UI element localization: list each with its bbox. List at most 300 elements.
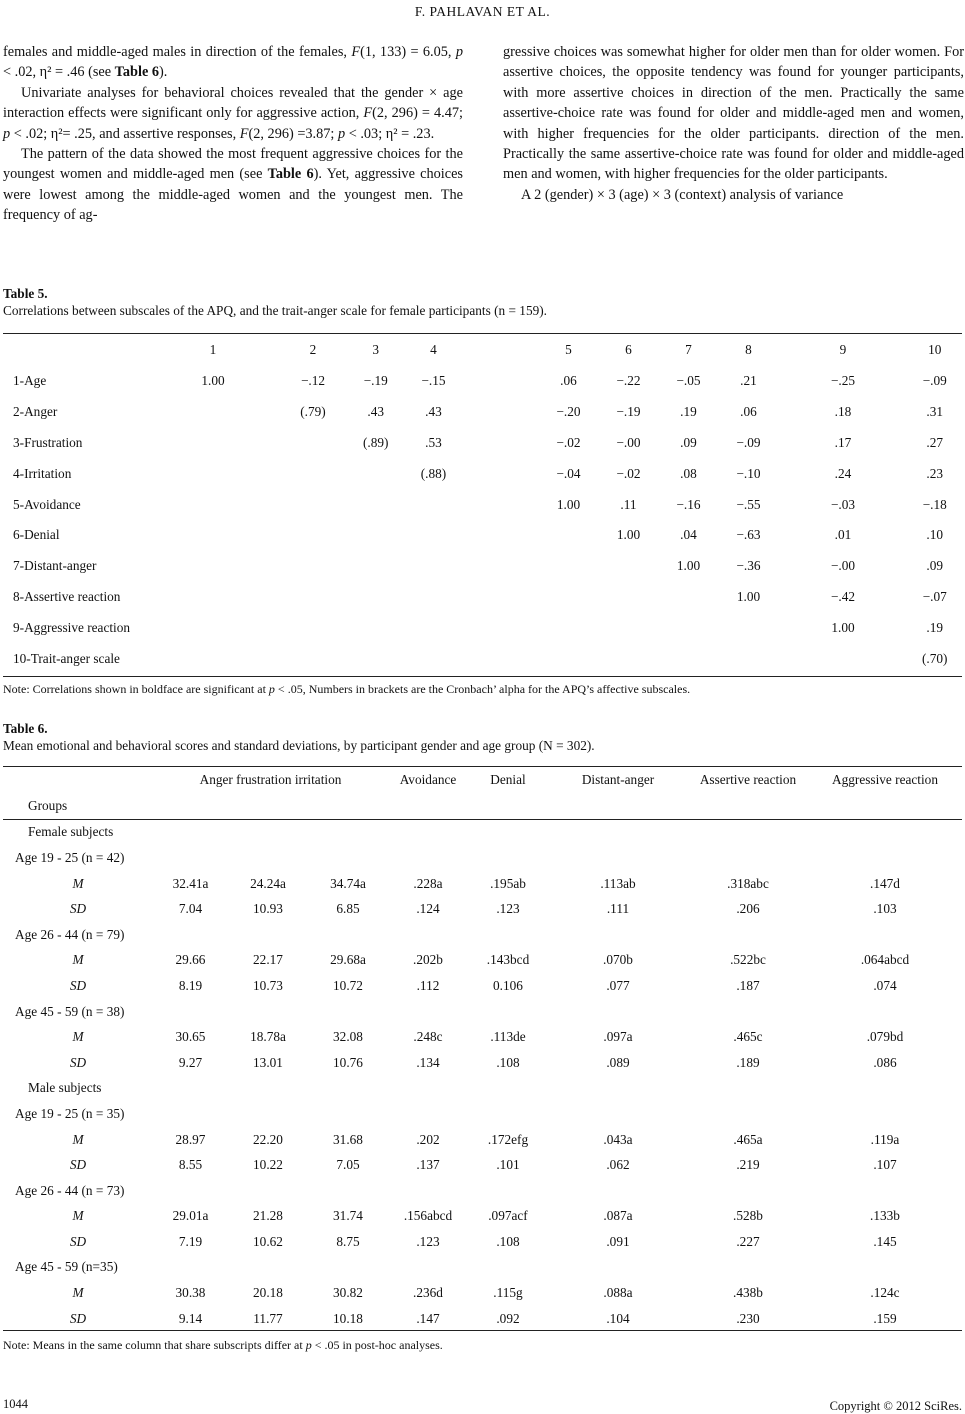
table-5-column-header: 5	[565, 342, 572, 357]
table-6-stat-label: M	[72, 1029, 84, 1045]
table-6-value-cell: .202b	[413, 952, 443, 968]
table-5-value-cell	[538, 612, 598, 643]
table-5-bottom-rule	[3, 676, 962, 677]
table-6-m-row	[3, 1127, 962, 1153]
table-cell	[688, 1255, 808, 1281]
table-5-value-cell: −.12	[300, 373, 326, 389]
table-6-value-cell: .236d	[413, 1285, 443, 1301]
table-cell	[548, 1255, 688, 1281]
table-5-value-cell: −.00	[616, 434, 641, 450]
table-5-value-cell: .09	[926, 558, 944, 574]
table-6-value-cell: .097acf	[488, 1208, 528, 1224]
table-5-value-cell: .21	[740, 373, 757, 389]
table-6-value-cell: .112	[416, 977, 440, 993]
table-6-sd-row	[3, 1229, 962, 1255]
table-6-column-header: Denial	[490, 772, 526, 787]
table-6-stat-label: SD	[69, 901, 87, 917]
table-6-section-label: Male subjects	[28, 1080, 102, 1096]
table-6-value-cell: .086	[873, 1054, 897, 1070]
table-5-value-cell: .43	[425, 404, 442, 420]
table-cell	[153, 1178, 228, 1204]
table-5-column-header: 3	[372, 342, 380, 357]
table-5-value-cell: .06	[740, 404, 757, 420]
table-5-value-cell	[263, 489, 363, 520]
table-6-section-label: Female subjects	[28, 824, 114, 840]
table-6-age-group-row	[3, 845, 962, 871]
table-5-value-cell: (.70)	[922, 650, 948, 666]
table-6-value-cell: .103	[873, 901, 897, 917]
table-5-value-cell: −.18	[922, 496, 947, 512]
table-6-value-cell: .206	[736, 901, 760, 917]
table-6-age-group-label: Age 26 - 44 (n = 79)	[15, 926, 125, 942]
table-cell	[228, 1101, 308, 1127]
table-6-value-cell: .113de	[490, 1029, 526, 1045]
table-6-value-cell: .124c	[870, 1285, 900, 1301]
table-6-value-cell: .092	[496, 1310, 520, 1326]
table-5-value-cell	[388, 551, 478, 582]
table-6-value-cell: 30.65	[175, 1029, 206, 1045]
table-6-value-cell: 21.28	[253, 1208, 283, 1224]
table-5-value-cell: −.15	[421, 373, 446, 389]
table-6-value-cell: .079bd	[866, 1029, 904, 1045]
paragraph: Univariate analyses for behavioral choices revealed that the gender × age interaction effects were significant only for aggressive action, F(2, 296) = 4.47; p < .02; η²= .25, and assertive responses, F(2, 296) =3.87; p < .03; η² = .23.	[3, 84, 463, 142]
table-6-value-cell: 20.18	[253, 1285, 283, 1301]
table-6-sd-row	[3, 896, 962, 922]
table-6-value-cell: .108	[496, 1233, 520, 1249]
table-6-value-cell: 30.82	[333, 1285, 363, 1301]
table-6-value-cell: .104	[606, 1310, 630, 1326]
table-5-value-cell: −.19	[616, 404, 641, 420]
table-6-stat-label: SD	[69, 1054, 87, 1070]
table-5-spacer	[478, 551, 538, 582]
table-6-value-cell: .107	[873, 1157, 897, 1173]
table-5-spacer	[478, 334, 538, 366]
table-6-value-cell: .108	[496, 1054, 520, 1070]
table-6-sd-row	[3, 1152, 962, 1178]
table-cell	[388, 1178, 468, 1204]
table-cell	[808, 999, 962, 1025]
table-6-stat-label: SD	[69, 1233, 87, 1249]
table-cell	[688, 845, 808, 871]
table-5-value-cell: .24	[834, 465, 852, 481]
table-5-value-cell	[163, 643, 263, 674]
paragraph: The pattern of the data showed the most frequent aggressive choices for the youngest women and middle-aged men (see Table 6). Yet, aggressive choices were lowest among the middle-aged women and the youngest men. The frequency of ag-	[3, 146, 463, 224]
table-cell	[228, 793, 308, 819]
table-6-column-header: Distant-anger	[581, 772, 655, 787]
table-6-value-cell: .088a	[603, 1285, 633, 1301]
table-6-value-cell: 31.68	[333, 1131, 363, 1147]
table-cell	[688, 793, 808, 819]
table-5-value-cell: .10	[926, 527, 944, 543]
table-cell	[688, 1101, 808, 1127]
table-5-spacer	[478, 612, 538, 643]
table-cell	[308, 1178, 388, 1204]
table-6-value-cell: 8.75	[336, 1233, 360, 1249]
table-5-value-cell	[163, 489, 263, 520]
table-6-value-cell: 31.74	[333, 1208, 363, 1224]
table-5-column-header: 8	[745, 342, 752, 357]
table-6-age-group-row	[3, 1255, 962, 1281]
table-cell	[153, 1101, 228, 1127]
table-cell	[388, 845, 468, 871]
table-5-spacer	[478, 643, 538, 674]
table-6-age-group-row	[3, 1101, 962, 1127]
table-5-value-cell: 1.00	[201, 373, 225, 389]
table-6-value-cell: .133b	[870, 1208, 900, 1224]
table-cell	[688, 1076, 808, 1102]
table-6-value-cell: .074	[873, 977, 897, 993]
table-5-row-label: 6-Denial	[13, 527, 60, 543]
table-cell	[308, 819, 388, 845]
table-6-stat-label: M	[72, 1131, 84, 1147]
table-cell	[548, 845, 688, 871]
paragraph: A 2 (gender) × 3 (age) × 3 (context) analysis of variance	[521, 186, 844, 203]
table-6-value-cell: 7.05	[336, 1157, 360, 1173]
table-6-value-cell: .465c	[733, 1029, 763, 1045]
table-5-value-cell: −.42	[830, 588, 856, 604]
table-5-column-header: 7	[685, 342, 692, 357]
table-cell	[688, 819, 808, 845]
table-5-row-label: 7-Distant-anger	[13, 558, 97, 574]
table-5-value-cell	[388, 520, 478, 551]
table-cell	[388, 922, 468, 948]
table-6-value-cell: 32.08	[333, 1029, 363, 1045]
table-cell	[468, 819, 548, 845]
table-5-value-cell	[598, 643, 658, 674]
table-5-value-cell	[538, 582, 598, 613]
table-6-value-cell: 11.77	[253, 1310, 283, 1326]
table-5-value-cell: .08	[680, 465, 697, 481]
table-6-title: Mean emotional and behavioral scores and standard deviations, by participant gender and age group (N = 302).	[3, 738, 595, 753]
table-5-value-cell	[363, 489, 388, 520]
table-5-value-cell: (.79)	[300, 404, 326, 420]
table-6-value-cell: .137	[416, 1157, 440, 1173]
table-6-value-cell: 9.14	[178, 1310, 203, 1326]
table-6-caption	[3, 720, 595, 754]
table-5-value-cell: 1.00	[736, 588, 761, 604]
table-5-value-cell	[388, 612, 478, 643]
table-6-value-cell: 10.18	[333, 1310, 363, 1326]
table-5-spacer	[478, 397, 538, 428]
table-5-title: Correlations between subscales of the APQ, and the trait-anger scale for female participants (n = 159).	[3, 303, 547, 318]
table-cell	[388, 1255, 468, 1281]
table-6-sd-row	[3, 1050, 962, 1076]
table-5-row	[3, 643, 962, 674]
table-6-value-cell: .187	[736, 977, 760, 993]
table-5-value-cell	[388, 582, 478, 613]
table-cell	[468, 845, 548, 871]
table-6-value-cell: 0.106	[493, 977, 523, 993]
body-text-right-column	[503, 42, 964, 205]
table-5-value-cell	[388, 489, 478, 520]
table-6	[3, 767, 962, 1331]
table-cell	[153, 845, 228, 871]
table-5-value-cell: .27	[926, 434, 944, 450]
table-5-value-cell: −.09	[736, 434, 761, 450]
table-cell	[228, 922, 308, 948]
table-6-value-cell: 22.17	[253, 952, 283, 968]
table-6-m-row	[3, 1024, 962, 1050]
paragraph: gressive choices was somewhat higher for older men than for older women. For assertive choices, the opposite tendency was found for younger participants, with more assertive choices in direction of the men. Practically the same assertive-choice rate was found for older and middle-aged men and women, with higher frequencies for the older participants. direction of the men. Practically the same assertive-choice rate was found for older and middle-aged men and women, with higher frequencies for the older participants.	[503, 44, 964, 183]
table-6-age-group-label: Age 19 - 25 (n = 42)	[15, 849, 125, 865]
table-5-column-header: 9	[839, 342, 847, 357]
table-5-value-cell: 1.00	[616, 527, 641, 543]
table-6-value-cell: .195ab	[490, 875, 526, 891]
table-6-column-header: Assertive reaction	[699, 772, 797, 787]
table-5-value-cell	[363, 612, 388, 643]
table-6-value-cell: .228a	[413, 875, 443, 891]
table-cell	[228, 1076, 308, 1102]
table-cell	[388, 1076, 468, 1102]
table-6-value-cell: .113ab	[600, 875, 636, 891]
table-cell	[468, 793, 548, 819]
table-6-value-cell: .147	[416, 1310, 440, 1326]
table-cell	[308, 1101, 388, 1127]
table-5-value-cell	[263, 612, 363, 643]
table-5-value-cell	[263, 643, 363, 674]
table-6-value-cell: .147d	[870, 875, 900, 891]
table-6-value-cell: 32.41a	[172, 875, 209, 891]
table-5-value-cell	[163, 428, 263, 459]
table-5-value-cell: −.55	[736, 496, 761, 512]
table-6-value-cell: .248c	[413, 1029, 443, 1045]
table-5-value-cell	[598, 582, 658, 613]
table-6-column-header: Aggressive reaction	[832, 772, 938, 787]
table-cell	[153, 793, 228, 819]
table-5-value-cell	[538, 520, 598, 551]
table-5-value-cell	[163, 397, 263, 428]
table-cell	[688, 1178, 808, 1204]
table-5-row	[3, 489, 962, 520]
table-6-m-row	[3, 1280, 962, 1306]
table-cell	[808, 1101, 962, 1127]
table-6-groups-label: Groups	[3, 793, 153, 819]
table-6-value-cell: .062	[606, 1157, 630, 1173]
table-cell	[548, 922, 688, 948]
table-5-spacer	[478, 428, 538, 459]
table-6-value-cell: 7.04	[178, 901, 203, 917]
table-5-value-cell: −.22	[616, 373, 641, 389]
table-cell	[548, 1101, 688, 1127]
table-6-value-cell: .230	[736, 1310, 760, 1326]
table-6-value-cell: .172efg	[487, 1131, 529, 1147]
table-6-value-cell: 9.27	[178, 1054, 203, 1070]
table-cell	[153, 819, 228, 845]
table-5-value-cell: −.00	[830, 558, 856, 574]
table-cell	[688, 922, 808, 948]
table-5-value-cell: −.09	[922, 373, 947, 389]
table-5-value-cell: (.89)	[363, 434, 389, 450]
table-6-value-cell: 29.66	[175, 952, 206, 968]
table-6-value-cell: 29.01a	[172, 1208, 209, 1224]
table-5-value-cell: .11	[620, 496, 637, 512]
table-6-value-cell: .145	[873, 1233, 897, 1249]
table-6-value-cell: .097a	[603, 1029, 633, 1045]
table-6-m-row	[3, 948, 962, 974]
table-6-stat-label: M	[72, 1208, 84, 1224]
table-5-value-cell	[658, 612, 718, 643]
paragraph: females and middle-aged males in direction of the females, F(1, 133) = 6.05, p < .02, η² = .46 (see Table 6).	[3, 44, 463, 81]
table-5-value-cell	[538, 643, 598, 674]
table-6-corner-cell	[3, 767, 153, 793]
table-6-stat-label: M	[72, 952, 84, 968]
table-cell	[308, 999, 388, 1025]
page-number: 1044	[3, 1397, 28, 1411]
table-cell	[808, 1076, 962, 1102]
table-cell	[808, 793, 962, 819]
table-6-value-cell: 30.38	[175, 1285, 206, 1301]
table-6-sd-row	[3, 973, 962, 999]
table-5-value-cell	[658, 643, 718, 674]
table-cell	[808, 819, 962, 845]
table-6-stat-label: M	[72, 1285, 84, 1301]
table-6-value-cell: 8.55	[178, 1157, 203, 1173]
table-5-value-cell: −.05	[676, 373, 701, 389]
table-5-row-label: 5-Avoidance	[13, 496, 81, 512]
table-cell	[548, 1076, 688, 1102]
table-5-value-cell	[163, 520, 263, 551]
table-6-value-cell: 8.19	[178, 977, 203, 993]
table-cell	[388, 1101, 468, 1127]
table-cell	[468, 1178, 548, 1204]
table-cell	[308, 1076, 388, 1102]
table-cell	[468, 922, 548, 948]
table-6-value-cell: .123	[416, 1233, 440, 1249]
table-5-value-cell: −.03	[830, 496, 856, 512]
table-5-value-cell	[718, 612, 778, 643]
table-cell	[688, 999, 808, 1025]
table-5-value-cell	[363, 643, 388, 674]
table-6-value-cell: .101	[496, 1157, 520, 1173]
table-5-row	[3, 520, 962, 551]
table-5-value-cell: .04	[680, 527, 697, 543]
table-cell	[308, 922, 388, 948]
table-5-value-cell: −.02	[616, 465, 641, 481]
table-5-row-label: 2-Anger	[13, 404, 58, 420]
table-cell	[228, 999, 308, 1025]
table-6-section-row	[3, 1076, 962, 1102]
table-cell	[228, 819, 308, 845]
table-5-value-cell: .31	[926, 404, 944, 420]
table-cell	[808, 1255, 962, 1281]
table-6-value-cell: 10.72	[333, 977, 363, 993]
table-5-value-cell: .09	[680, 434, 697, 450]
table-5-corner-cell	[3, 334, 163, 366]
table-5-value-cell	[363, 458, 388, 489]
table-6-value-cell: .064abcd	[860, 952, 910, 968]
table-5-spacer	[478, 366, 538, 397]
table-5-value-cell	[163, 612, 263, 643]
body-text-left-column	[3, 42, 463, 226]
table-cell	[468, 1076, 548, 1102]
table-5-row	[3, 458, 962, 489]
table-6-value-cell: .156abcd	[403, 1208, 453, 1224]
table-5-value-cell	[538, 551, 598, 582]
table-6-m-row	[3, 871, 962, 897]
table-6-value-cell: 6.85	[336, 901, 360, 917]
table-6-value-cell: 10.76	[333, 1054, 363, 1070]
table-5-header-row	[3, 334, 962, 366]
table-6-value-cell: .119a	[870, 1131, 900, 1147]
table-5-value-cell: −.36	[736, 558, 761, 574]
table-5-value-cell: −.10	[736, 465, 761, 481]
table-cell	[308, 793, 388, 819]
table-6-age-group-label: Age 45 - 59 (n = 38)	[15, 1003, 125, 1019]
table-6-stat-label: SD	[69, 1310, 87, 1326]
table-5-value-cell: .06	[560, 373, 577, 389]
table-5-row	[3, 612, 962, 643]
table-5-value-cell	[598, 551, 658, 582]
table-6-value-cell: .091	[606, 1233, 630, 1249]
table-5-caption	[3, 285, 547, 319]
table-5-row	[3, 397, 962, 428]
table-5-spacer	[478, 458, 538, 489]
table-5-value-cell: .23	[926, 465, 944, 481]
table-5-row-label: 3-Frustration	[13, 434, 83, 450]
table-cell	[548, 999, 688, 1025]
table-6-value-cell: .159	[873, 1310, 897, 1326]
table-6-value-cell: 13.01	[253, 1054, 283, 1070]
copyright-notice: Copyright © 2012 SciRes.	[829, 1399, 962, 1413]
table-5-value-cell: (.88)	[420, 465, 447, 481]
table-6-age-group-row	[3, 1178, 962, 1204]
table-5-column-header: 2	[309, 342, 317, 357]
table-5-spacer	[478, 520, 538, 551]
table-5-value-cell: .19	[680, 404, 697, 420]
table-5-row	[3, 366, 962, 397]
table-6-value-cell: .465a	[733, 1131, 763, 1147]
table-cell	[153, 922, 228, 948]
table-5-value-cell	[363, 520, 388, 551]
table-6-value-cell: .227	[736, 1233, 760, 1249]
table-6-value-cell: .219	[736, 1157, 760, 1173]
table-cell	[308, 1255, 388, 1281]
table-5-value-cell	[388, 643, 478, 674]
table-5-value-cell	[263, 458, 363, 489]
table-cell	[153, 999, 228, 1025]
table-5-value-cell	[598, 612, 658, 643]
table-5-value-cell: −.63	[736, 527, 761, 543]
table-6-value-cell: 29.68a	[330, 952, 366, 968]
table-5-value-cell	[778, 643, 907, 674]
table-5-column-header: 1	[209, 342, 217, 357]
table-5-value-cell: −.20	[556, 404, 581, 420]
table-5-value-cell: .43	[367, 404, 385, 420]
table-cell	[468, 1101, 548, 1127]
table-cell	[153, 1076, 228, 1102]
table-6-value-cell: .115g	[493, 1285, 523, 1301]
table-6-age-group-label: Age 26 - 44 (n = 73)	[15, 1182, 125, 1198]
table-5-value-cell	[263, 428, 363, 459]
table-6-value-cell: .123	[496, 901, 520, 917]
table-6-value-cell: .318abc	[727, 875, 769, 891]
table-5-spacer	[478, 582, 538, 613]
table-6-value-cell: 10.73	[253, 977, 283, 993]
table-6-section-row	[3, 819, 962, 845]
table-cell	[308, 845, 388, 871]
table-6-groups-row	[3, 793, 962, 819]
table-6-value-cell: .143bcd	[486, 952, 530, 968]
table-cell	[808, 1178, 962, 1204]
table-6-column-header: Avoidance	[399, 772, 457, 787]
table-cell	[468, 1255, 548, 1281]
table-6-value-cell: .438b	[733, 1285, 763, 1301]
table-5-value-cell: −.25	[830, 373, 856, 389]
table-6-value-cell: 18.78a	[250, 1029, 286, 1045]
table-5-value-cell: −.19	[363, 373, 388, 389]
table-6-value-cell: .087a	[603, 1208, 633, 1224]
table-5-note: Note: Correlations shown in boldface are significant at p < .05, Numbers in brackets are the Cronbach’ alpha for the APQ’s affective subscales.	[3, 682, 691, 696]
